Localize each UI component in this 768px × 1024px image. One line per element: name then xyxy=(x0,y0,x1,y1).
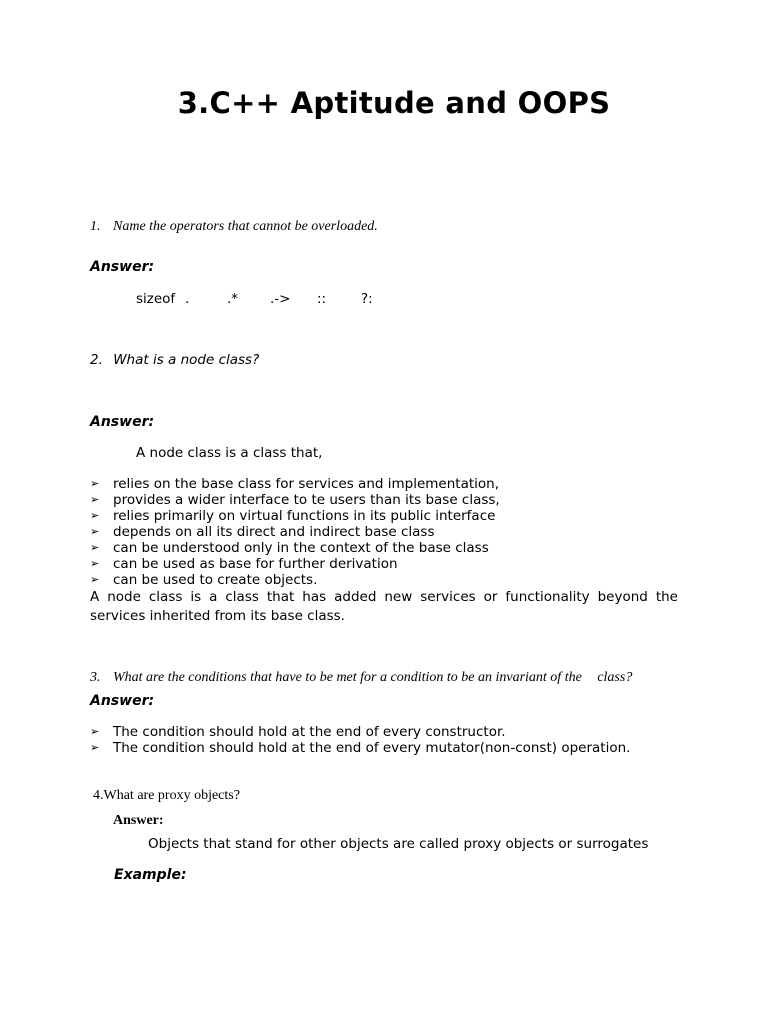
operator-item: .-> xyxy=(270,291,291,307)
example-label: Example: xyxy=(114,867,187,883)
question-1-text: Name the operators that cannot be overloaded. xyxy=(113,219,378,234)
node-class-bullet-list xyxy=(90,476,500,588)
node-class-summary xyxy=(90,588,678,626)
list-item: ➢ can be understood only in the context of the base class xyxy=(90,540,489,556)
operator-item: . xyxy=(185,291,190,307)
answer-4-label: Answer: xyxy=(113,813,164,828)
question-3-text-tail: class? xyxy=(597,670,633,685)
question-2 xyxy=(90,352,259,368)
arrowhead-bullet-icon: ➢ xyxy=(90,493,100,506)
answer-2-intro: A node class is a class that, xyxy=(136,445,323,461)
answer-1-label: Answer: xyxy=(90,259,155,275)
list-item: ➢ The condition should hold at the end of every mutator(non-const) operation. xyxy=(90,740,631,756)
page-title: 3.C++ Aptitude and OOPS xyxy=(177,86,611,120)
arrowhead-bullet-icon: ➢ xyxy=(90,541,100,554)
question-4: 4.What are proxy objects? xyxy=(93,788,240,803)
operator-list xyxy=(0,291,768,309)
invariant-bullet-list xyxy=(90,724,630,756)
arrowhead-bullet-icon: ➢ xyxy=(90,509,100,522)
arrowhead-bullet-icon: ➢ xyxy=(90,477,100,490)
arrowhead-bullet-icon: ➢ xyxy=(90,573,100,586)
arrowhead-bullet-icon: ➢ xyxy=(90,741,100,754)
operator-item: :: xyxy=(317,291,327,307)
summary-line-2: services inherited from its base class. xyxy=(90,608,345,624)
question-1-number: 1. xyxy=(90,219,101,234)
list-item: ➢ can be used as base for further derivation xyxy=(90,556,398,572)
operator-item: .* xyxy=(227,291,239,307)
operator-item: sizeof xyxy=(136,291,176,307)
list-item: ➢ The condition should hold at the end of every constructor. xyxy=(90,724,506,740)
arrowhead-bullet-icon: ➢ xyxy=(90,725,100,738)
question-3 xyxy=(90,670,632,686)
answer-2-label: Answer: xyxy=(90,414,155,430)
list-item: ➢ relies on the base class for services and implementation, xyxy=(90,476,500,492)
list-item: ➢ relies primarily on virtual functions in its public interface xyxy=(90,508,496,524)
operator-item: ?: xyxy=(361,291,373,307)
list-item: ➢ can be used to create objects. xyxy=(90,572,318,588)
question-2-number: 2. xyxy=(90,352,103,368)
list-item: ➢ provides a wider interface to te users than its base class, xyxy=(90,492,500,508)
summary-line-1: A node class is a class that has added new services or functionality beyond the xyxy=(90,589,678,605)
answer-3-label: Answer: xyxy=(90,693,155,709)
question-1 xyxy=(90,219,378,235)
answer-4-text: Objects that stand for other objects are called proxy objects or surrogates xyxy=(148,836,649,852)
question-2-text: What is a node class? xyxy=(113,352,260,368)
list-item: ➢ depends on all its direct and indirect base class xyxy=(90,524,435,540)
question-3-text: What are the conditions that have to be met for a condition to be an invariant of the xyxy=(113,670,582,685)
arrowhead-bullet-icon: ➢ xyxy=(90,525,100,538)
question-3-number: 3. xyxy=(90,670,101,685)
arrowhead-bullet-icon: ➢ xyxy=(90,557,100,570)
